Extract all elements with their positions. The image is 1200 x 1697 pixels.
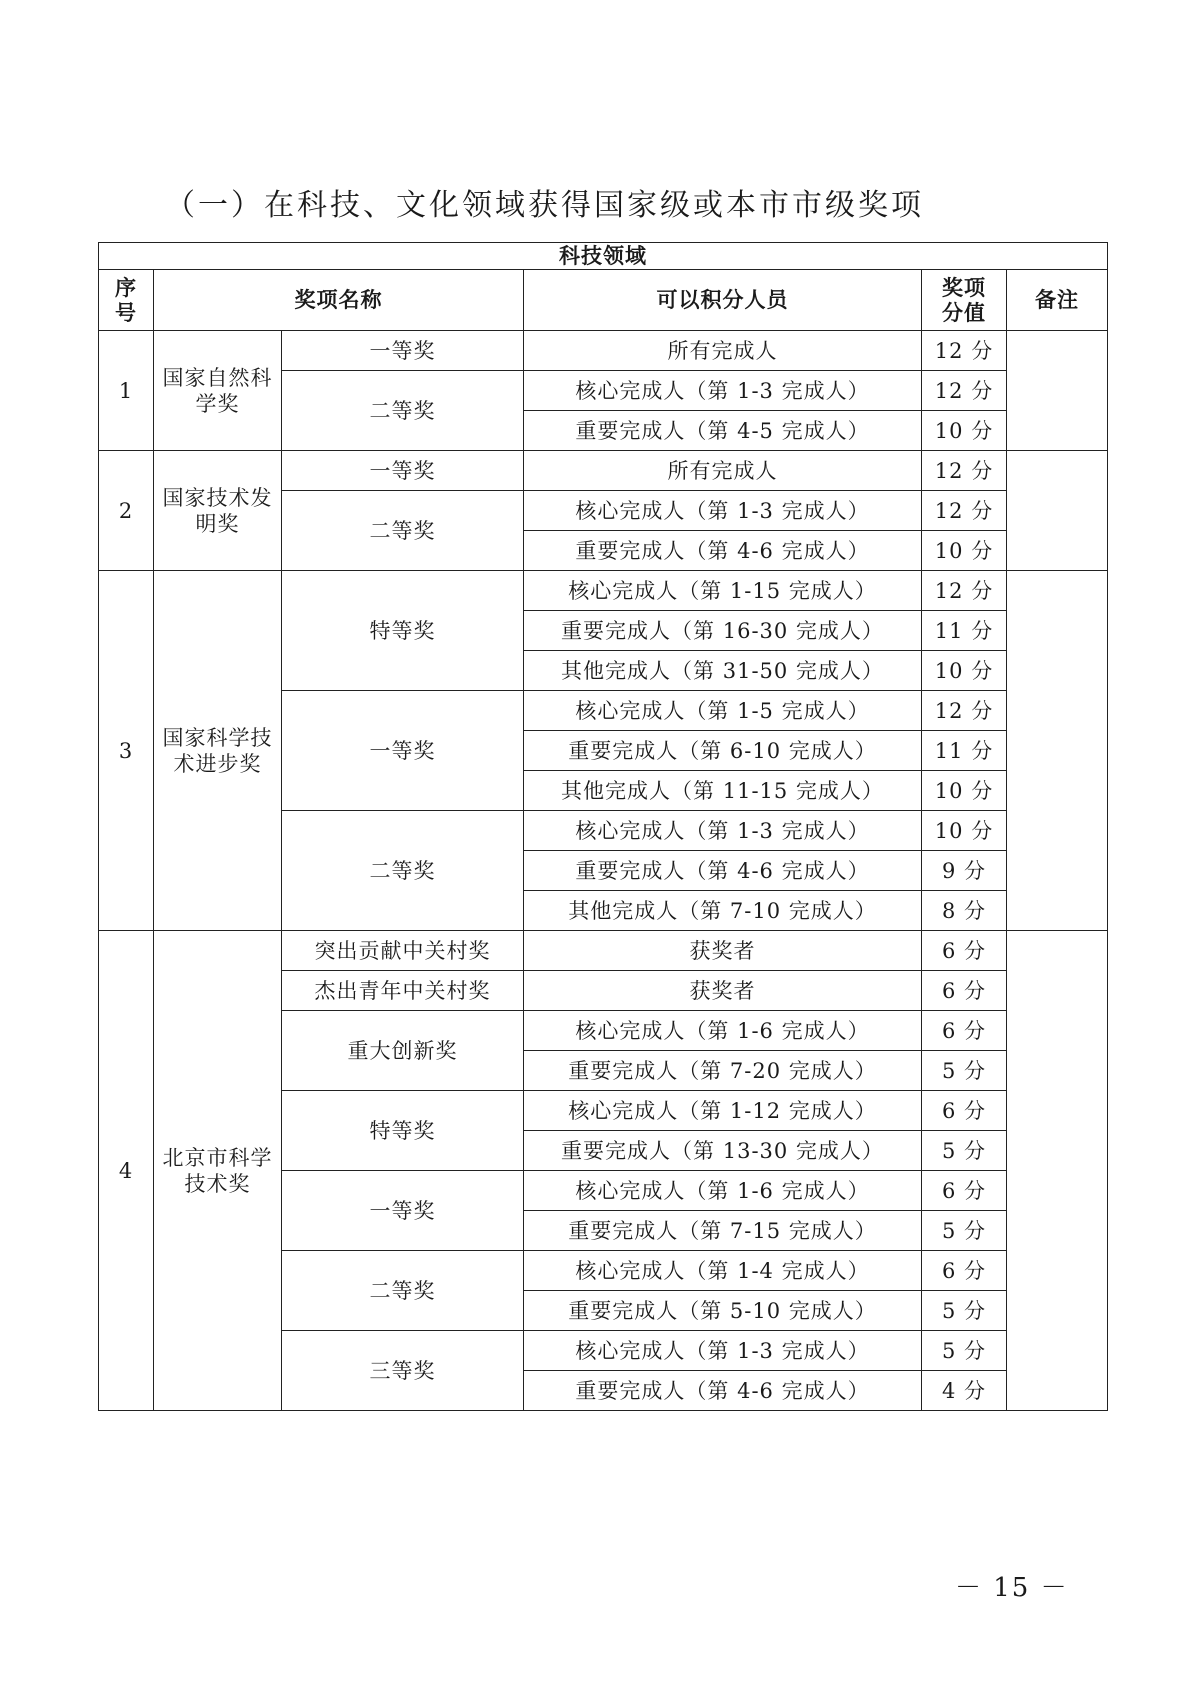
award-score: 5 分	[922, 1291, 1007, 1331]
award-score: 10 分	[922, 531, 1007, 571]
award-level: 杰出青年中关村奖	[282, 971, 524, 1011]
award-score: 10 分	[922, 811, 1007, 851]
award-score: 12 分	[922, 491, 1007, 531]
eligible-persons: 核心完成人（第 1-5 完成人）	[524, 691, 922, 731]
eligible-persons: 重要完成人（第 4-6 完成人）	[524, 1371, 922, 1411]
award-score: 6 分	[922, 1171, 1007, 1211]
award-category: 国家自然科学奖	[154, 331, 282, 451]
award-score: 6 分	[922, 1011, 1007, 1051]
award-level: 一等奖	[282, 331, 524, 371]
eligible-persons: 重要完成人（第 7-15 完成人）	[524, 1211, 922, 1251]
eligible-persons: 其他完成人（第 31-50 完成人）	[524, 651, 922, 691]
award-score: 9 分	[922, 851, 1007, 891]
eligible-persons: 核心完成人（第 1-3 完成人）	[524, 811, 922, 851]
eligible-persons: 核心完成人（第 1-3 完成人）	[524, 371, 922, 411]
award-score: 5 分	[922, 1331, 1007, 1371]
award-level: 三等奖	[282, 1331, 524, 1411]
awards-table	[98, 242, 1108, 1411]
award-level: 一等奖	[282, 691, 524, 811]
award-level: 二等奖	[282, 371, 524, 451]
award-category: 北京市科学技术奖	[154, 931, 282, 1411]
award-score: 12 分	[922, 451, 1007, 491]
award-score: 6 分	[922, 1091, 1007, 1131]
award-score: 11 分	[922, 731, 1007, 771]
remarks-cell	[1007, 571, 1108, 931]
award-score: 5 分	[922, 1131, 1007, 1171]
award-category: 国家科学技术进步奖	[154, 571, 282, 931]
header-score: 奖项分值	[922, 270, 1007, 331]
award-score: 6 分	[922, 1251, 1007, 1291]
eligible-persons: 重要完成人（第 4-5 完成人）	[524, 411, 922, 451]
header-award-name: 奖项名称	[154, 270, 524, 331]
award-score: 6 分	[922, 971, 1007, 1011]
award-score: 12 分	[922, 371, 1007, 411]
remarks-cell	[1007, 331, 1108, 451]
remarks-cell	[1007, 931, 1108, 1411]
table-row	[99, 331, 1108, 371]
row-index: 4	[99, 931, 154, 1411]
page-number: － 15 －	[955, 1573, 1069, 1603]
eligible-persons: 重要完成人（第 4-6 完成人）	[524, 851, 922, 891]
eligible-persons: 重要完成人（第 4-6 完成人）	[524, 531, 922, 571]
award-score: 4 分	[922, 1371, 1007, 1411]
header-remarks: 备注	[1007, 270, 1108, 331]
award-score: 10 分	[922, 771, 1007, 811]
eligible-persons: 其他完成人（第 11-15 完成人）	[524, 771, 922, 811]
award-score: 5 分	[922, 1051, 1007, 1091]
eligible-persons: 核心完成人（第 1-3 完成人）	[524, 491, 922, 531]
table-row	[99, 571, 1108, 611]
eligible-persons: 重要完成人（第 16-30 完成人）	[524, 611, 922, 651]
eligible-persons: 核心完成人（第 1-6 完成人）	[524, 1171, 922, 1211]
eligible-persons: 获奖者	[524, 971, 922, 1011]
award-score: 11 分	[922, 611, 1007, 651]
eligible-persons: 重要完成人（第 6-10 完成人）	[524, 731, 922, 771]
award-score: 10 分	[922, 411, 1007, 451]
award-score: 10 分	[922, 651, 1007, 691]
eligible-persons: 所有完成人	[524, 451, 922, 491]
table-body	[99, 331, 1108, 1411]
remarks-cell	[1007, 451, 1108, 571]
eligible-persons: 所有完成人	[524, 331, 922, 371]
award-score: 5 分	[922, 1211, 1007, 1251]
award-score: 6 分	[922, 931, 1007, 971]
award-category: 国家技术发明奖	[154, 451, 282, 571]
award-level: 二等奖	[282, 1251, 524, 1331]
award-score: 12 分	[922, 691, 1007, 731]
award-level: 特等奖	[282, 571, 524, 691]
eligible-persons: 重要完成人（第 5-10 完成人）	[524, 1291, 922, 1331]
award-level: 一等奖	[282, 1171, 524, 1251]
eligible-persons: 重要完成人（第 7-20 完成人）	[524, 1051, 922, 1091]
row-index: 1	[99, 331, 154, 451]
eligible-persons: 核心完成人（第 1-12 完成人）	[524, 1091, 922, 1131]
section-heading: （一）在科技、文化领域获得国家级或本市市级奖项	[165, 188, 924, 223]
row-index: 2	[99, 451, 154, 571]
eligible-persons: 核心完成人（第 1-3 完成人）	[524, 1331, 922, 1371]
award-level: 突出贡献中关村奖	[282, 931, 524, 971]
header-persons: 可以积分人员	[524, 270, 922, 331]
table-row	[99, 451, 1108, 491]
eligible-persons: 获奖者	[524, 931, 922, 971]
table-row	[99, 931, 1108, 971]
award-level: 重大创新奖	[282, 1011, 524, 1091]
eligible-persons: 其他完成人（第 7-10 完成人）	[524, 891, 922, 931]
award-score: 12 分	[922, 331, 1007, 371]
eligible-persons: 重要完成人（第 13-30 完成人）	[524, 1131, 922, 1171]
eligible-persons: 核心完成人（第 1-6 完成人）	[524, 1011, 922, 1051]
award-level: 一等奖	[282, 451, 524, 491]
award-level: 特等奖	[282, 1091, 524, 1171]
header-index: 序号	[99, 270, 154, 331]
table-caption: 科技领域	[99, 243, 1108, 270]
eligible-persons: 核心完成人（第 1-15 完成人）	[524, 571, 922, 611]
award-score: 8 分	[922, 891, 1007, 931]
award-level: 二等奖	[282, 811, 524, 931]
eligible-persons: 核心完成人（第 1-4 完成人）	[524, 1251, 922, 1291]
award-level: 二等奖	[282, 491, 524, 571]
row-index: 3	[99, 571, 154, 931]
award-score: 12 分	[922, 571, 1007, 611]
